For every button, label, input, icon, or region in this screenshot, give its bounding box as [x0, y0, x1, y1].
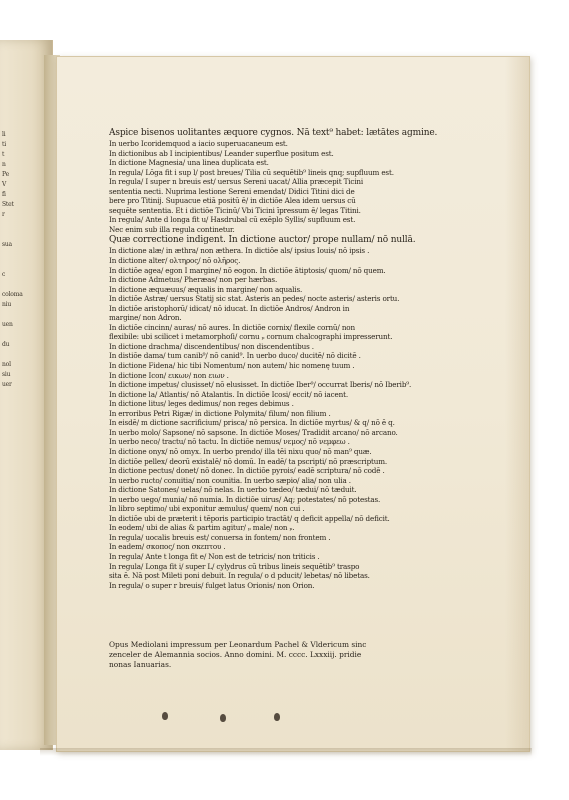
text-line: Quæ correctione indigent. In dictione auctor/ prope nullam/ nō nullā.: [109, 235, 416, 246]
text-line: In regula/ Lōga fit i sup l/ post breues/ Tilia cū sequētib⁹ lineis qnq; supfluum est.: [109, 167, 394, 177]
text-line: In dictione onyx/ nō omyx. In uerbo prendo/ illa tēi nixu quo/ nō man⁹ quæ.: [109, 446, 372, 456]
text-line: In dictione impetus/ clusisset/ nō elusisset. In dictiōe Iber⁹/ occurrat Iberis/ nō Iberib⁹.: [109, 380, 412, 390]
text-line: In eodem/ ubi de alias & partim agitur/ ₚ male/ non ₚ.: [109, 523, 295, 533]
stain-mark: [220, 714, 226, 722]
text-line: In dictione Fidena/ hic tibi Nomentum/ non autem/ hic nomenę tuum .: [109, 361, 355, 371]
text-line: In regula/ Ante d longa fit u/ Hasdrubal cū exēplo Syllis/ supfluum est.: [109, 215, 356, 225]
text-line: In dictiōe pellex/ deorū existalē/ nō domū. In eadē/ ta pscripti/ nō præscriptum.: [109, 456, 388, 466]
foxing-marks: [162, 712, 312, 732]
colophon-line: Opus Mediolani impressum per Leonardum Pachel & Vldericum sinc: [109, 640, 367, 649]
text-line: In regula/ Ante t longa fit e/ Non est de tetricis/ non triticis .: [109, 551, 320, 561]
book-page: [56, 56, 530, 752]
colophon-line: zenceler de Alemannia socios. Anno domini. M. cccc. Lxxxiij. pridie: [109, 649, 362, 659]
text-line: In dictione drachma/ discendentibus/ non discendentibus .: [109, 341, 314, 351]
text-line: In uerbo Icoridemquod a iacio superuacaneum est.: [109, 139, 288, 148]
text-line: In dictione Satones/ uelas/ nō nelas. In uerbo tædeo/ tædui/ nō tæduit.: [109, 485, 357, 495]
text-line: In regula/ o super r breuis/ fulget latus Orionis/ non Orion.: [109, 580, 315, 590]
text-line: In dictione litus/ leges dedimus/ non reges debimus .: [109, 399, 294, 409]
text-line: In regula/ Longa fit i/ super L/ cylydrus cū tribus lineis sequētib⁹ traspo: [109, 561, 360, 571]
text-line: In dictione Icon/ εικων/ non ειων .: [109, 370, 229, 380]
facing-page-text-fragment: li ti t n Pe V fi Stet r sua c coloma niu uen du nol siu uer: [2, 131, 23, 388]
text-line: margine/ non Adron.: [109, 313, 182, 323]
text-line: sita ē. Nā post Mileti poni debuit. In regula/ o d pducit/ lebetas/ nō libetas.: [109, 571, 370, 581]
text-line: sententia necti. Nuprima lestione Sereni emendat/ Didici Titini dici de: [109, 186, 355, 196]
text-line: In dictiōe Astræ/ uersus Statij sic stat. Asteris an pedes/ nocte asteris/ asteris ortu.: [109, 294, 400, 304]
text-line: In distiōe dama/ tum canib⁹/ nō canid⁹. In uerbo duco/ ducitē/ nō dicitē .: [109, 351, 361, 361]
text-line: In eadem/ σκοπος/ non σκεπτου .: [109, 542, 226, 552]
text-line: In dictiōe agea/ egon I margine/ nō eogon. In dictiōe ātiptosis/ quom/ nō quem.: [109, 265, 386, 275]
text-line: In dictione alæ/ in æthra/ non æthera. In dictiōe als/ ipsius Iouis/ nō ipsis .: [109, 246, 370, 256]
text-line: In dictiōe ubi de præterit i tēporis participio tractāt/ q deficit appella/ nō deficit.: [109, 513, 390, 523]
colophon: [109, 640, 489, 669]
text-line: In uerbo ructo/ conuitia/ non counitia. In uerbo sæpio/ alia/ non ulia .: [109, 475, 351, 485]
text-line: In dictionibus ab I incipientibus/ Leander superflue positum est.: [109, 148, 334, 158]
text-line: In dictione Admetus/ Pheræas/ non per hærbas.: [109, 275, 278, 285]
text-line: In regula/ I super n breuis est/ uersus Sereni uacat/ Allia præcepit Ticini: [109, 177, 364, 187]
text-line: In dictione æquæuus/ æqualis in margine/ non aqualis.: [109, 284, 303, 294]
stain-mark: [274, 713, 280, 721]
text-line: In uerbo neco/ tractu/ nō tactu. In dictiōe nemus/ νεμος/ nō νεμφεω .: [109, 437, 350, 447]
text-line: In eisdē/ m dictione sacrificium/ prisca/ nō persica. In dictiōe myrtus/ & q/ nō ē q.: [109, 418, 395, 428]
text-line: In dictiōe aristophorū/ idicat/ nō iducat. In dictiōe Andros/ Andron in: [109, 303, 350, 313]
text-line: In dictiōe cincinn/ auras/ nō aures. In dictiōe cornix/ flexile cornū/ non: [109, 322, 355, 332]
text-line: In libro septimo/ ubi exponitur æmulus/ quem/ non cui .: [109, 504, 305, 514]
colophon-line: nonas Ianuarias.: [109, 659, 172, 669]
text-line: In dictione Magnesia/ una linea duplicata est.: [109, 158, 269, 168]
stain-mark: [162, 712, 168, 720]
page-shadow: [40, 748, 532, 756]
text-line: bere pro Titinij. Supuacue etiā positū ē/ in dictiōe Alea idem uersus cū: [109, 196, 356, 206]
text-line: sequēte sententia. Et i dictiōe Ticinū/ Vbi Ticini īpressum ē/ legas Titini.: [109, 205, 361, 215]
text-line: In dictione la/ Atlantis/ nō Atalantis. In dictiōe Icosi/ eccit/ nō iacent.: [109, 389, 349, 399]
errata-text-block: [109, 127, 489, 590]
text-line: Aspice bisenos uolitantes æquore cygnos. Nā text⁹ habet: lætātes agmine.: [109, 128, 438, 138]
text-line: Nec enim sub illa regula continetur.: [109, 224, 235, 234]
text-line: In regula/ uocalis breuis est/ conuersa in fontem/ non frontem .: [109, 532, 331, 542]
text-line: flexibile: ubi scilicet i metamorphoſi/ cornu ₚ cornum chalcographi impresserunt.: [109, 332, 393, 342]
text-line: In uerbo molo/ Sapsone/ nō sapsone. In dictiōe Moses/ Tradidit arcano/ nō arcano.: [109, 427, 398, 437]
text-line: In dictione pectus/ donet/ nō donec. In dictiōe pyrois/ eadē scriptura/ nō codē .: [109, 466, 385, 476]
text-line: In erroribus Petri Rigæ/ in dictione Polymita/ filum/ non filium .: [109, 408, 331, 418]
text-line: In uerbo uego/ munia/ nō numia. In dictiōe uirus/ Aq; potestates/ nō potestas.: [109, 494, 381, 504]
text-line: In dictione alter/ ολτηρος/ nō ολῆρος.: [109, 256, 241, 266]
